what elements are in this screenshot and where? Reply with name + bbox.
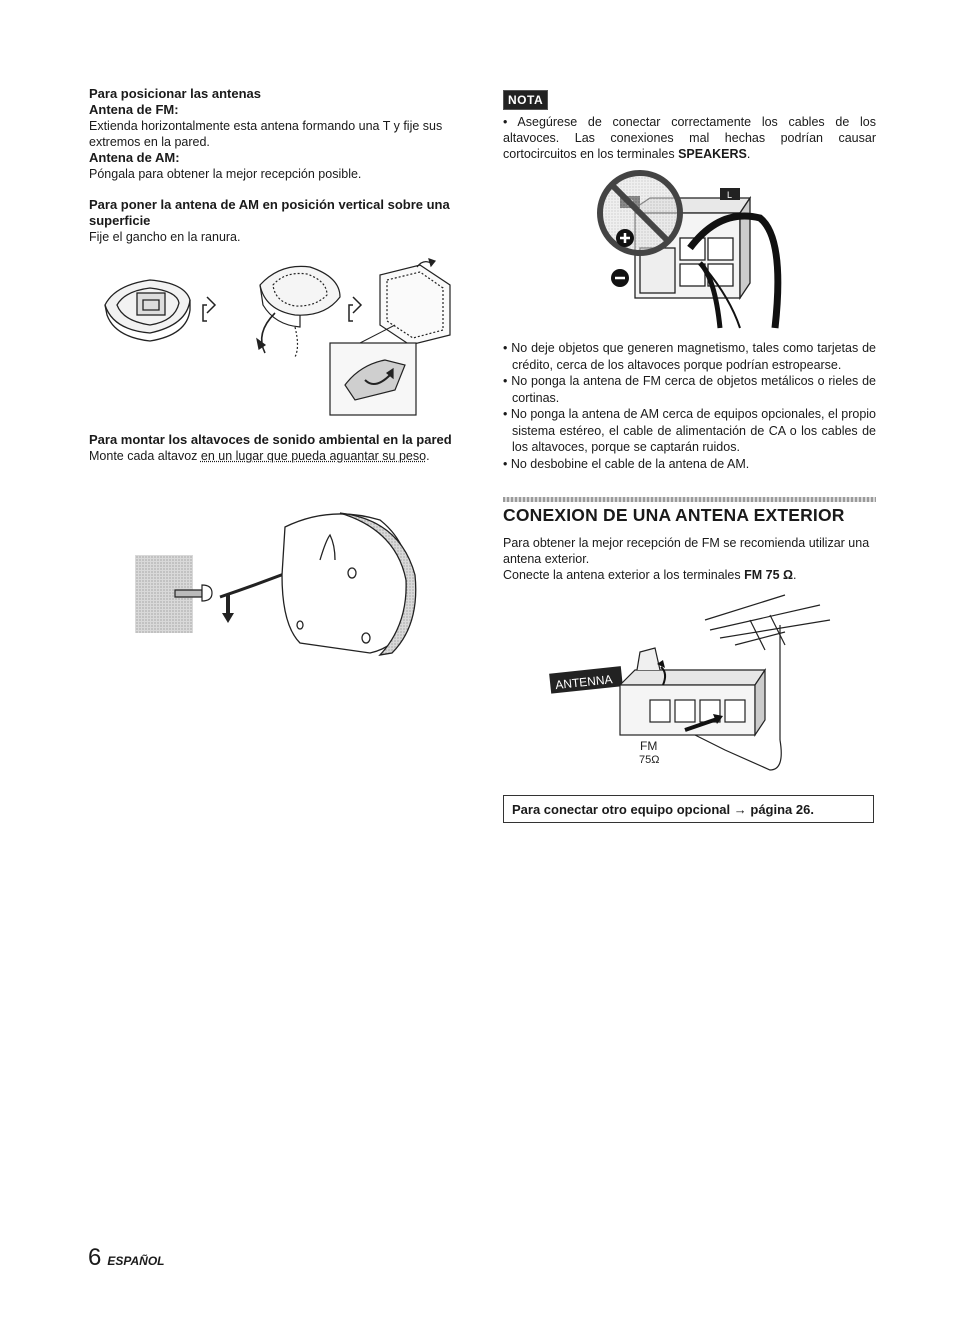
external-antenna-p1: Para obtener la mejor recepción de FM se recomienda utilizar una antena exterior. <box>503 536 870 566</box>
fm-antenna-title: Antena de FM: <box>89 102 179 117</box>
arrow-icon <box>203 297 215 321</box>
p2-fm75: FM 75 Ω <box>744 568 794 582</box>
am-antenna-illustration <box>95 255 465 420</box>
list-item: • No ponga la antena de AM cerca de equipos opcionales, el propio sistema estéreo, el cable de alimentación de CA o los cables de los altavoces, porque se captarán ruidos. <box>503 407 876 454</box>
cross-reference-box <box>503 795 874 823</box>
p2-text: Conecte la antena exterior a los terminales <box>503 568 745 582</box>
speaker-terminal-illustration <box>590 168 790 333</box>
note1-speakers: SPEAKERS <box>678 147 747 161</box>
wall-mount-text <box>89 448 462 464</box>
right-column-bullets <box>503 340 876 472</box>
am-vertical-text: Fije el gancho en la ranura. <box>89 230 241 244</box>
nota-badge: NOTA <box>503 90 548 110</box>
section-title-external-antenna: CONEXION DE UNA ANTENA EXTERIOR <box>503 505 845 525</box>
fm-label: FM <box>640 739 658 753</box>
left-column-lower <box>89 432 462 464</box>
left-column <box>89 86 462 245</box>
language-label: ESPAÑOL <box>107 1254 165 1268</box>
ohm-label: 75Ω <box>639 754 660 766</box>
external-antenna-p2 <box>503 567 876 583</box>
note-speaker-cables <box>503 114 876 162</box>
wall-mount-text-a: Monte cada altavoz <box>89 449 201 463</box>
fm-antenna-text: Extienda horizontalmente esta antena formando una T y fije sus extremos en la pared. <box>89 119 443 149</box>
wall-mount-illustration <box>130 505 430 665</box>
cross-reference-text: Para conectar otro equipo opcional → página 26. <box>512 801 814 817</box>
heading-am-vertical: Para poner la antena de AM en posición vertical sobre una superficie <box>89 197 450 228</box>
antenna-label: ANTENNA <box>554 672 614 693</box>
am-antenna-title: Antena de AM: <box>89 150 180 165</box>
external-antenna-illustration <box>545 590 845 780</box>
am-antenna-text: Póngala para obtener la mejor recepción posible. <box>89 167 362 181</box>
list-item: • No desbobine el cable de la antena de AM. <box>503 456 750 471</box>
section-divider <box>503 497 876 502</box>
right-column <box>503 90 876 162</box>
wall-mount-text-c: . <box>426 449 430 463</box>
wall-mount-text-b: en un lugar que pueda aguantar su peso <box>200 449 427 463</box>
speaker-label-l: L <box>727 190 733 200</box>
p2-end: . <box>793 568 797 582</box>
list-item: • No ponga la antena de FM cerca de objetos metálicos o rieles de cortinas. <box>503 374 876 405</box>
list-item: • No deje objetos que generen magnetismo, tales como tarjetas de crédito, cerca de los altavoces porque podrían estropearse. <box>503 341 876 372</box>
external-antenna-text <box>503 535 876 583</box>
note1-end: . <box>746 147 751 161</box>
heading-wall-mount: Para montar los altavoces de sonido ambiental en la pared <box>89 432 452 447</box>
note1-text: • Asegúrese de conectar correctamente los cables de los altavoces. Las conexiones mal hechas podrían causar cortocircuitos en los terminales <box>503 115 876 161</box>
arrow-icon <box>349 297 361 321</box>
page-number: 6 <box>88 1244 102 1271</box>
heading-position-antennas: Para posicionar las antenas <box>89 86 261 101</box>
page-footer <box>88 1244 164 1272</box>
note-bullet-list <box>503 340 876 472</box>
